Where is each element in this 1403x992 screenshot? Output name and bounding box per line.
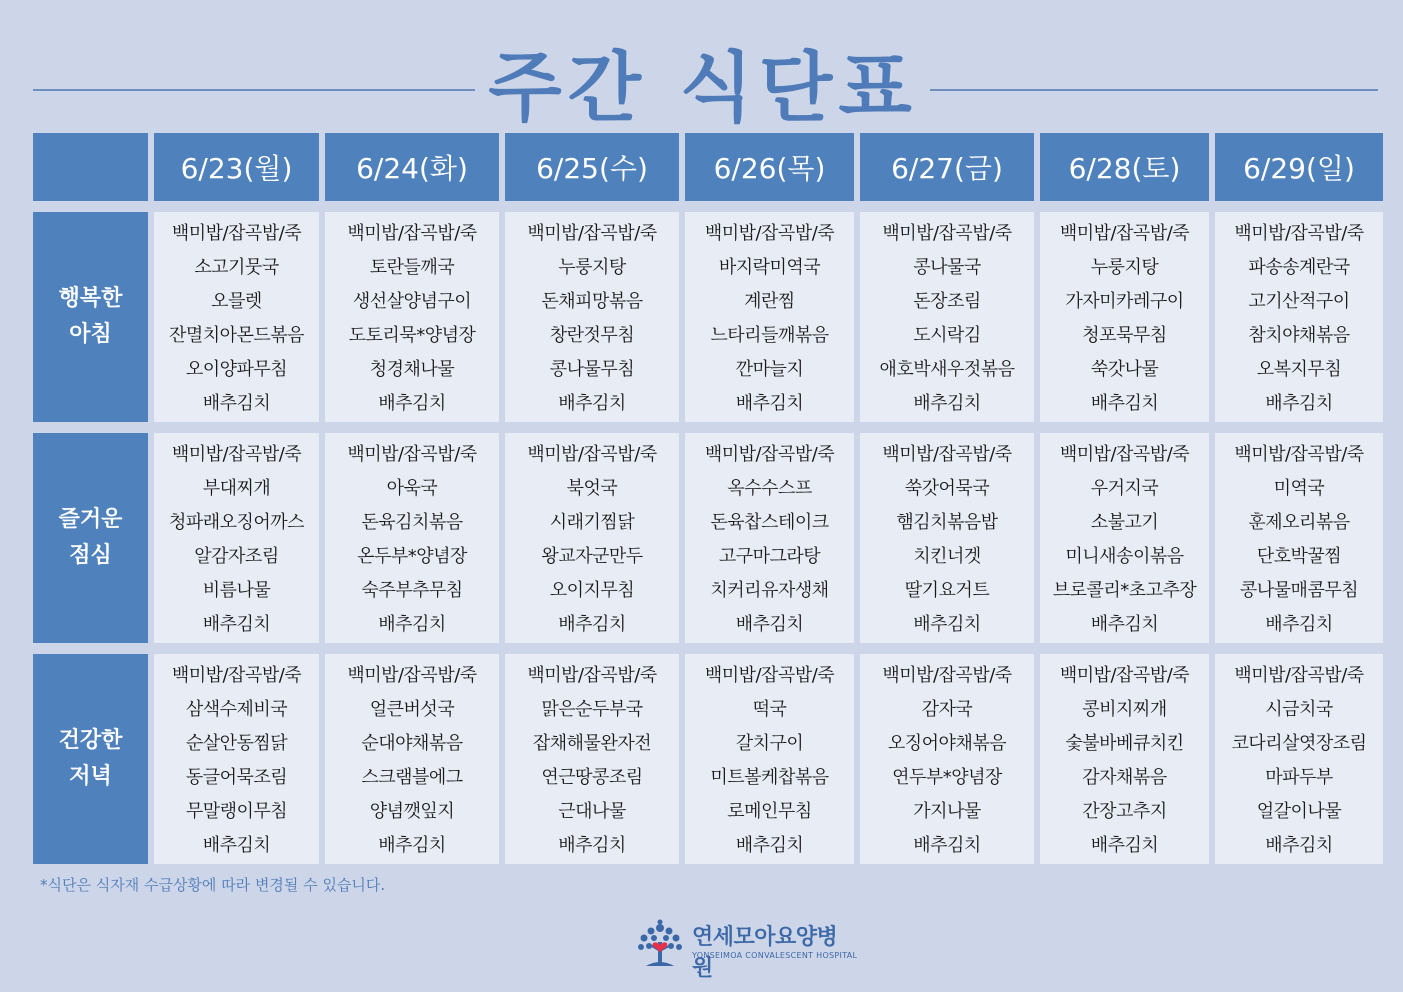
menu-item: 바지락미역국 <box>718 257 821 278</box>
menu-item: 배추김치 <box>202 835 271 856</box>
menu-item: 맑은순두부국 <box>541 699 643 720</box>
menu-item: 백미밥/잡곡밥/죽 <box>882 223 1012 244</box>
menu-item: 얼갈이나물 <box>1256 801 1342 822</box>
menu-item: 배추김치 <box>558 835 626 856</box>
menu-item: 양념깻잎지 <box>369 801 455 822</box>
day-header: 6/29(일) <box>1215 133 1383 201</box>
menu-cell <box>325 212 499 422</box>
menu-cell <box>505 433 679 643</box>
menu-item: 미역국 <box>1273 478 1325 499</box>
meal-label <box>33 433 148 643</box>
menu-item: 딸기요거트 <box>904 580 990 601</box>
menu-cell <box>1040 212 1209 422</box>
menu-item: 가지나물 <box>913 801 981 822</box>
day-header: 6/24(화) <box>325 133 499 201</box>
menu-item: 콩나물매콤무침 <box>1239 580 1359 601</box>
menu-item: 백미밥/잡곡밥/죽 <box>347 665 477 686</box>
menu-item: 오복지무침 <box>1256 359 1342 380</box>
menu-item: 아욱국 <box>386 478 438 499</box>
menu-item: 온두부*양념장 <box>357 546 467 567</box>
menu-item: 백미밥/잡곡밥/죽 <box>527 223 657 244</box>
menu-item: 미니새송이볶음 <box>1065 546 1184 567</box>
menu-item: 떡국 <box>752 699 787 720</box>
menu-item: 오이지무침 <box>549 580 635 601</box>
menu-item: 백미밥/잡곡밥/죽 <box>1234 444 1364 465</box>
tree-heart-icon <box>634 918 686 970</box>
meal-label-line: 행복한 <box>58 286 123 311</box>
menu-item: 소고기뭇국 <box>194 257 279 278</box>
menu-item: 삼색수제비국 <box>185 699 288 720</box>
menu-item: 깐마늘지 <box>735 359 804 380</box>
menu-item: 잡채해물완자전 <box>532 733 652 754</box>
menu-cell <box>1215 654 1383 864</box>
menu-cell <box>154 654 319 864</box>
menu-item: 배추김치 <box>735 393 804 414</box>
meal-label <box>33 654 148 864</box>
meal-label <box>33 212 148 422</box>
menu-item: 도시락김 <box>913 325 981 346</box>
menu-item: 배추김치 <box>202 393 271 414</box>
menu-cell <box>325 654 499 864</box>
menu-item: 백미밥/잡곡밥/죽 <box>882 444 1012 465</box>
menu-item: 백미밥/잡곡밥/죽 <box>171 444 302 465</box>
menu-item: 시금치국 <box>1265 699 1333 720</box>
menu-cell <box>685 212 854 422</box>
menu-item: 돈장조림 <box>913 291 981 312</box>
menu-item: 훈제오리볶음 <box>1248 512 1350 533</box>
menu-item: 얼큰버섯국 <box>369 699 455 720</box>
menu-item: 배추김치 <box>913 614 981 635</box>
menu-item: 옥수수스프 <box>727 478 812 499</box>
menu-item: 마파두부 <box>1265 767 1333 788</box>
title-divider-right <box>930 89 1378 91</box>
menu-item: 토란들깨국 <box>369 257 455 278</box>
menu-item: 백미밥/잡곡밥/죽 <box>527 444 657 465</box>
meal-label-line: 아침 <box>69 322 112 347</box>
menu-item: 돈채피망볶음 <box>541 291 643 312</box>
title-divider-left <box>33 89 475 91</box>
meal-label-line: 건강한 <box>58 728 123 753</box>
menu-item: 콩비지찌개 <box>1082 699 1167 720</box>
menu-cell <box>505 212 679 422</box>
menu-item: 배추김치 <box>378 614 446 635</box>
menu-item: 브로콜리*초고추장 <box>1052 580 1197 601</box>
menu-item: 백미밥/잡곡밥/죽 <box>347 223 477 244</box>
menu-item: 근대나물 <box>558 801 626 822</box>
menu-item: 시래기찜닭 <box>549 512 635 533</box>
logo-name: 연세모아요양병원 <box>692 925 838 981</box>
menu-item: 배추김치 <box>913 393 981 414</box>
menu-item: 소불고기 <box>1090 512 1159 533</box>
menu-item: 우거지국 <box>1090 478 1159 499</box>
menu-cell <box>860 654 1034 864</box>
menu-cell <box>685 654 854 864</box>
menu-cell <box>1215 433 1383 643</box>
menu-item: 파송송계란국 <box>1248 257 1350 278</box>
menu-item: 햄김치볶음밥 <box>896 512 998 533</box>
menu-cell <box>325 433 499 643</box>
meal-label-line: 저녁 <box>69 764 112 789</box>
menu-item: 백미밥/잡곡밥/죽 <box>704 665 835 686</box>
menu-item: 백미밥/잡곡밥/죽 <box>171 223 302 244</box>
menu-item: 로메인무침 <box>727 801 812 822</box>
menu-item: 알감자조림 <box>194 546 279 567</box>
menu-item: 단호박꿀찜 <box>1256 546 1342 567</box>
menu-item: 잔멸치아몬드볶음 <box>168 325 305 346</box>
menu-item: 감자국 <box>921 699 973 720</box>
menu-item: 미트볼케찹볶음 <box>710 767 829 788</box>
menu-item: 무말랭이무침 <box>185 801 288 822</box>
menu-item: 느타리들깨볶음 <box>710 325 829 346</box>
page-title: 주간 식단표 <box>488 43 918 132</box>
menu-item: 쑥갓어묵국 <box>904 478 990 499</box>
menu-cell <box>1040 654 1209 864</box>
menu-item: 배추김치 <box>1090 393 1159 414</box>
menu-item: 백미밥/잡곡밥/죽 <box>1059 665 1190 686</box>
menu-item: 왕교자군만두 <box>541 546 643 567</box>
menu-item: 연근땅콩조림 <box>541 767 643 788</box>
menu-item: 배추김치 <box>735 614 804 635</box>
menu-cell <box>860 212 1034 422</box>
menu-item: 코다리살엿장조림 <box>1231 733 1367 754</box>
menu-item: 콩나물무침 <box>549 359 635 380</box>
change-notice: *식단은 식자재 수급상황에 따라 변경될 수 있습니다. <box>40 876 386 894</box>
menu-item: 백미밥/잡곡밥/죽 <box>1059 223 1190 244</box>
corner-cell <box>33 133 148 201</box>
menu-item: 배추김치 <box>378 393 446 414</box>
menu-item: 배추김치 <box>913 835 981 856</box>
meal-label-line: 점심 <box>69 543 112 568</box>
menu-item: 고기산적구이 <box>1248 291 1350 312</box>
menu-item: 배추김치 <box>1090 835 1159 856</box>
menu-item: 순대야채볶음 <box>361 733 463 754</box>
menu-item: 동글어묵조림 <box>185 767 288 788</box>
day-header: 6/23(월) <box>154 133 319 201</box>
menu-item: 고구마그라탕 <box>718 546 821 567</box>
menu-item: 돈육김치볶음 <box>361 512 463 533</box>
menu-item: 치킨너겟 <box>913 546 981 567</box>
menu-item: 백미밥/잡곡밥/죽 <box>704 444 835 465</box>
menu-item: 청포묵무침 <box>1082 325 1167 346</box>
menu-item: 비름나물 <box>202 580 271 601</box>
hospital-logo <box>634 918 858 981</box>
menu-item: 쑥갓나물 <box>1090 359 1159 380</box>
menu-cell <box>1215 212 1383 422</box>
menu-cell <box>154 212 319 422</box>
menu-item: 오믈렛 <box>211 291 262 312</box>
logo-subtitle: YONSEIMOA CONVALESCENT HOSPITAL <box>692 951 858 960</box>
menu-item: 순살안동찜닭 <box>185 733 288 754</box>
menu-item: 배추김치 <box>1090 614 1159 635</box>
meal-label-line: 즐거운 <box>58 507 123 532</box>
menu-item: 백미밥/잡곡밥/죽 <box>171 665 302 686</box>
menu-item: 백미밥/잡곡밥/죽 <box>527 665 657 686</box>
menu-cell <box>505 654 679 864</box>
menu-item: 갈치구이 <box>735 733 804 754</box>
menu-item: 청파래오징어까스 <box>168 512 305 533</box>
menu-item: 누룽지탕 <box>1090 257 1159 278</box>
menu-item: 참치야채볶음 <box>1248 325 1350 346</box>
menu-item: 연두부*양념장 <box>892 767 1002 788</box>
menu-table <box>33 133 1378 865</box>
menu-item: 백미밥/잡곡밥/죽 <box>704 223 835 244</box>
day-header: 6/25(수) <box>505 133 679 201</box>
menu-cell <box>1040 433 1209 643</box>
menu-item: 치커리유자생채 <box>710 580 829 601</box>
menu-item: 백미밥/잡곡밥/죽 <box>1059 444 1190 465</box>
menu-item: 백미밥/잡곡밥/죽 <box>1234 665 1364 686</box>
menu-item: 콩나물국 <box>913 257 981 278</box>
menu-item: 가자미카레구이 <box>1065 291 1184 312</box>
menu-item: 오이양파무침 <box>185 359 288 380</box>
menu-item: 도토리묵*양념장 <box>348 325 476 346</box>
menu-item: 배추김치 <box>735 835 804 856</box>
menu-item: 백미밥/잡곡밥/죽 <box>347 444 477 465</box>
menu-item: 배추김치 <box>1265 835 1333 856</box>
menu-cell <box>154 433 319 643</box>
menu-item: 배추김치 <box>378 835 446 856</box>
menu-item: 청경채나물 <box>369 359 455 380</box>
menu-item: 창란젓무침 <box>549 325 635 346</box>
menu-item: 배추김치 <box>558 614 626 635</box>
menu-item: 백미밥/잡곡밥/죽 <box>882 665 1012 686</box>
menu-item: 숯불바베큐치킨 <box>1065 733 1184 754</box>
menu-item: 배추김치 <box>1265 614 1333 635</box>
menu-item: 백미밥/잡곡밥/죽 <box>1234 223 1364 244</box>
menu-item: 간장고추지 <box>1082 801 1167 822</box>
menu-cell <box>685 433 854 643</box>
menu-item: 북엇국 <box>566 478 618 499</box>
menu-item: 배추김치 <box>202 614 271 635</box>
menu-item: 생선살양념구이 <box>352 291 472 312</box>
menu-item: 누룽지탕 <box>558 257 626 278</box>
menu-item: 부대찌개 <box>202 478 271 499</box>
menu-item: 계란찜 <box>744 291 795 312</box>
day-header: 6/28(토) <box>1040 133 1209 201</box>
day-header: 6/26(목) <box>685 133 854 201</box>
menu-item: 감자채볶음 <box>1082 767 1167 788</box>
menu-item: 애호박새우젓볶음 <box>879 359 1015 380</box>
menu-item: 숙주부추무침 <box>361 580 463 601</box>
day-header: 6/27(금) <box>860 133 1034 201</box>
menu-item: 스크램블에그 <box>361 767 463 788</box>
menu-item: 오징어야채볶음 <box>887 733 1007 754</box>
menu-cell <box>860 433 1034 643</box>
menu-item: 배추김치 <box>558 393 626 414</box>
menu-item: 배추김치 <box>1265 393 1333 414</box>
title-area <box>0 38 1403 138</box>
menu-item: 돈육찹스테이크 <box>710 512 829 533</box>
